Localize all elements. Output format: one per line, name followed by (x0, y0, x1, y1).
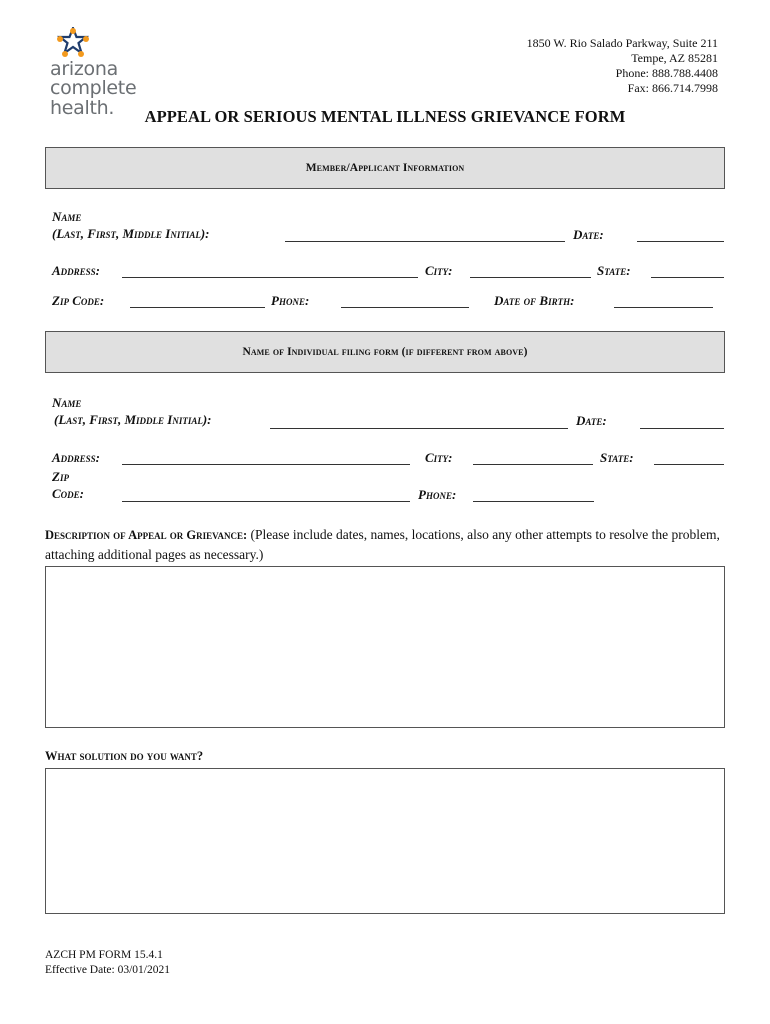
solution-textarea[interactable] (45, 768, 725, 914)
s2-date-field[interactable] (640, 428, 724, 429)
form-id: AZCH PM FORM 15.4.1 (45, 949, 163, 961)
s1-city-field[interactable] (470, 277, 591, 278)
s2-address-label: Address: (52, 450, 101, 465)
s1-phone-field[interactable] (341, 307, 469, 308)
s1-phone-label: Phone: (271, 293, 310, 308)
s1-dob-field[interactable] (614, 307, 713, 308)
s2-state-label: State: (600, 450, 634, 465)
solution-label: What solution do you want? (45, 749, 204, 763)
s2-date-label: Date: (576, 413, 607, 428)
filer-section-header: Name of Individual filing form (if different from above) (45, 331, 725, 373)
logo-line-1: arizona (50, 58, 118, 80)
address-street: 1850 W. Rio Salado Parkway, Suite 211 (526, 36, 718, 50)
s1-address-field[interactable] (122, 277, 418, 278)
effective-date: Effective Date: 03/01/2021 (45, 964, 170, 976)
s1-dob-label: Date of Birth: (494, 293, 575, 308)
s2-state-field[interactable] (654, 464, 724, 465)
s2-phone-label: Phone: (418, 487, 457, 502)
description-text: (Please include dates, names, locations, also any other attempts to resolve the problem, attaching additional pages as necessary.) (45, 527, 720, 562)
s2-zip-field[interactable] (122, 501, 410, 502)
s1-date-label: Date: (573, 227, 604, 242)
company-logo (50, 27, 200, 119)
s2-name-field[interactable] (270, 428, 568, 429)
form-title: APPEAL OR SERIOUS MENTAL ILLNESS GRIEVANCE FORM (144, 107, 626, 126)
s1-zip-label: Zip Code: (52, 293, 105, 308)
organization-address (527, 36, 718, 96)
s2-city-label: City: (425, 450, 453, 465)
address-city: Tempe, AZ 85281 (631, 51, 718, 65)
s1-city-label: City: (425, 263, 453, 278)
s1-state-label: State: (597, 263, 631, 278)
description-textarea[interactable] (45, 566, 725, 728)
s2-zip-label: Zip Code: (52, 469, 85, 501)
address-phone: Phone: 888.788.4408 (615, 66, 718, 80)
s2-name-label: Name (Last, First, Middle Initial): (52, 395, 212, 427)
s1-state-field[interactable] (651, 277, 724, 278)
address-fax: Fax: 866.714.7998 (627, 81, 718, 95)
star-logo-icon (56, 27, 90, 61)
s1-zip-field[interactable] (130, 307, 265, 308)
description-label: Description of Appeal or Grievance: (45, 528, 248, 542)
s2-address-field[interactable] (122, 464, 410, 465)
form-footer (45, 948, 170, 978)
description-instructions (45, 525, 735, 565)
s2-phone-field[interactable] (473, 501, 594, 502)
logo-line-2: complete health. (50, 77, 137, 119)
s1-date-field[interactable] (637, 241, 724, 242)
s1-address-label: Address: (52, 263, 101, 278)
s1-name-label: Name (Last, First, Middle Initial): (52, 209, 210, 241)
s2-city-field[interactable] (473, 464, 593, 465)
s1-name-field[interactable] (285, 241, 565, 242)
member-info-section-header: Member/Applicant Information (45, 147, 725, 189)
